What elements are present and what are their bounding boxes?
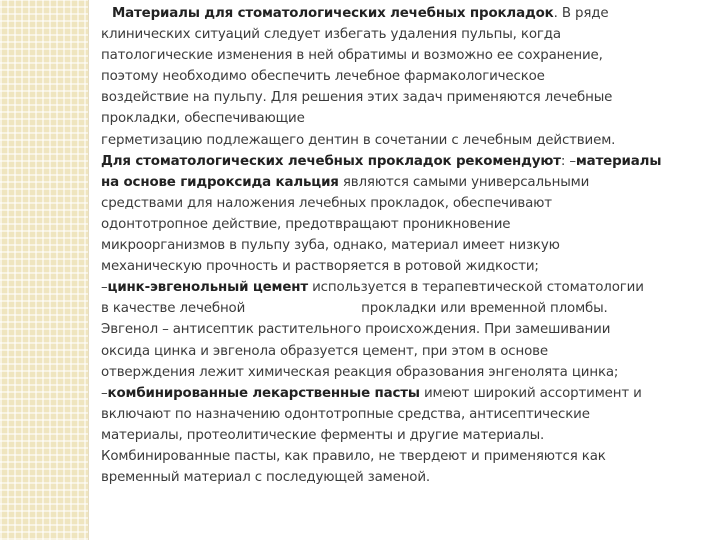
decorative-side-pattern: [0, 0, 88, 540]
text-line: воздействие на пульпу. Для решения этих задач применяются лечебные: [101, 90, 613, 106]
slide-text: [101, 0, 713, 488]
text-line: оксида цинка и эвгенола образуется цемент, при этом в основе: [101, 343, 549, 359]
text-line: одонтотропное действие, предотвращают проникновение: [101, 216, 511, 232]
bold-term: комбинированные лекарственные пасты: [107, 385, 420, 401]
dash: –: [101, 280, 108, 296]
bold-heading: Для стоматологических лечебных прокладок рекомендуют: [101, 153, 561, 169]
text-line: клинических ситуаций следует избегать удаления пульпы, когда: [101, 27, 561, 43]
text-line: [101, 383, 713, 404]
text-span: используется в терапевтической стоматологии: [307, 280, 644, 296]
text-line: [101, 3, 713, 24]
text-line: Эвгенол – антисептик растительного происхождения. При замешивании: [101, 322, 611, 338]
text-span: прокладки или временной пломбы.: [361, 301, 608, 317]
text-line: отверждения лежит химическая реакция образования энгенолята цинка;: [101, 364, 619, 380]
text-line: механическую прочность и растворяется в ротовой жидкости;: [101, 259, 539, 275]
side-divider: [88, 0, 89, 540]
section-heading: Материалы для стоматологических лечебных прокладок: [112, 6, 554, 21]
text-line: средствами для наложения лечебных прокладок, обеспечивают: [101, 195, 552, 211]
text-span: в качестве лечебной: [101, 301, 246, 317]
text-line: патологические изменения в ней обратимы и возможно ее сохранение,: [101, 48, 603, 64]
text-line: временный материал с последующей заменой.: [101, 470, 430, 486]
text-line: Комбинированные пасты, как правило, не твердеют и применяются как: [101, 448, 606, 464]
text-line: материалы, протеолитические ферменты и другие материалы.: [101, 427, 545, 443]
text-span: имеют широкий ассортимент и: [419, 385, 642, 401]
text-span: : –: [560, 153, 576, 169]
bold-term: материалы: [575, 153, 662, 169]
text-line: герметизацию подлежащего дентин в сочетании с лечебным действием.: [101, 132, 616, 148]
bold-term: цинк-эвгенольный цемент: [107, 280, 308, 296]
text-span: являются самыми универсальными: [338, 174, 590, 190]
text-line: прокладки, обеспечивающие: [101, 111, 305, 127]
text-line: [101, 298, 713, 319]
text-line: включают по назначению одонтотропные средства, антисептические: [101, 406, 590, 422]
text-line: поэтому необходимо обеспечить лечебное фармакологическое: [101, 69, 545, 85]
text-line: микроорганизмов в пульпу зуба, однако, материал имеет низкую: [101, 238, 560, 254]
text-line: [101, 172, 713, 193]
text-line: [101, 151, 713, 172]
text-line: [101, 277, 713, 298]
text-span: . В ряде: [553, 6, 609, 21]
dash: –: [101, 385, 108, 401]
bold-term: на основе гидроксида кальция: [101, 174, 339, 190]
